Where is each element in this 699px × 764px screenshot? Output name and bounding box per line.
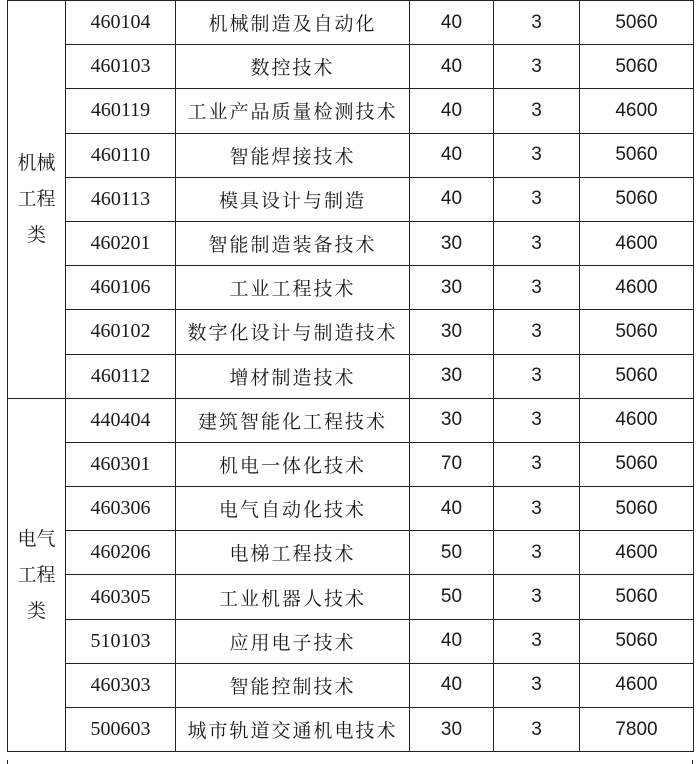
tuition-fee-cell: 5060 (580, 133, 694, 177)
table-row (8, 133, 694, 177)
duration-years-cell: 3 (494, 266, 580, 310)
duration-years-cell: 3 (494, 221, 580, 265)
duration-years-cell: 3 (494, 1, 580, 45)
enrollment-cell: 30 (410, 221, 494, 265)
enrollment-cell: 30 (410, 354, 494, 398)
program-table (7, 0, 694, 752)
program-name-cell: 数控技术 (176, 45, 410, 89)
category-cell (8, 1, 66, 399)
program-name-cell: 机电一体化技术 (176, 442, 410, 486)
program-name-cell: 增材制造技术 (176, 354, 410, 398)
program-code-cell: 460301 (66, 442, 176, 486)
category-label-line: 电气 (17, 527, 56, 550)
enrollment-cell: 30 (410, 266, 494, 310)
table-row (8, 221, 694, 265)
tuition-fee-cell: 5060 (580, 177, 694, 221)
table-row (8, 89, 694, 133)
duration-years-cell: 3 (494, 487, 580, 531)
duration-years-cell: 3 (494, 531, 580, 575)
enrollment-cell: 40 (410, 177, 494, 221)
duration-years-cell: 3 (494, 442, 580, 486)
enrollment-cell: 30 (410, 708, 494, 752)
program-code-cell: 460119 (66, 89, 176, 133)
category-label-line: 工程 (17, 563, 56, 586)
tuition-fee-cell: 4600 (580, 266, 694, 310)
program-name-cell: 智能制造装备技术 (176, 221, 410, 265)
duration-years-cell: 3 (494, 619, 580, 663)
program-code-cell: 460104 (66, 1, 176, 45)
tuition-fee-cell: 5060 (580, 442, 694, 486)
enrollment-cell: 40 (410, 1, 494, 45)
enrollment-cell: 40 (410, 619, 494, 663)
enrollment-cell: 30 (410, 310, 494, 354)
table-row (8, 354, 694, 398)
table-row (8, 619, 694, 663)
duration-years-cell: 3 (494, 89, 580, 133)
duration-years-cell: 3 (494, 663, 580, 707)
program-name-cell: 电气自动化技术 (176, 487, 410, 531)
duration-years-cell: 3 (494, 310, 580, 354)
program-code-cell: 460106 (66, 266, 176, 310)
table-row (8, 1, 694, 45)
tuition-fee-cell: 4600 (580, 221, 694, 265)
table-row (8, 663, 694, 707)
program-name-cell: 建筑智能化工程技术 (176, 398, 410, 442)
table-row (8, 266, 694, 310)
table-row (8, 177, 694, 221)
tuition-fee-cell: 5060 (580, 1, 694, 45)
tuition-fee-cell: 5060 (580, 619, 694, 663)
program-name-cell: 数字化设计与制造技术 (176, 310, 410, 354)
program-name-cell: 工业机器人技术 (176, 575, 410, 619)
table-row (8, 442, 694, 486)
program-name-cell: 智能控制技术 (176, 663, 410, 707)
program-code-cell: 460201 (66, 221, 176, 265)
table-row (8, 487, 694, 531)
program-name-cell: 智能焊接技术 (176, 133, 410, 177)
program-name-cell: 应用电子技术 (176, 619, 410, 663)
program-name-cell: 工业产品质量检测技术 (176, 89, 410, 133)
tuition-fee-cell: 5060 (580, 487, 694, 531)
tuition-fee-cell: 5060 (580, 45, 694, 89)
tuition-fee-cell: 4600 (580, 531, 694, 575)
table-row (8, 708, 694, 752)
program-code-cell: 460306 (66, 487, 176, 531)
program-code-cell: 460103 (66, 45, 176, 89)
enrollment-cell: 40 (410, 663, 494, 707)
program-code-cell: 440404 (66, 398, 176, 442)
category-label-line: 工程 (17, 188, 56, 211)
enrollment-cell: 30 (410, 398, 494, 442)
duration-years-cell: 3 (494, 575, 580, 619)
tuition-fee-cell: 5060 (580, 354, 694, 398)
program-table-container (7, 0, 693, 752)
tuition-fee-cell: 7800 (580, 708, 694, 752)
table-row (8, 45, 694, 89)
tuition-fee-cell: 5060 (580, 575, 694, 619)
duration-years-cell: 3 (494, 45, 580, 89)
program-table-body (8, 1, 694, 752)
duration-years-cell: 3 (494, 354, 580, 398)
enrollment-cell: 40 (410, 45, 494, 89)
program-code-cell: 510103 (66, 619, 176, 663)
duration-years-cell: 3 (494, 133, 580, 177)
tuition-fee-cell: 5060 (580, 310, 694, 354)
program-name-cell: 机械制造及自动化 (176, 1, 410, 45)
category-label-line: 类 (26, 599, 46, 622)
category-label-line: 类 (26, 224, 46, 247)
tuition-fee-cell: 4600 (580, 89, 694, 133)
tuition-fee-cell: 4600 (580, 663, 694, 707)
duration-years-cell: 3 (494, 708, 580, 752)
category-label-line: 机械 (17, 152, 56, 175)
program-name-cell: 工业工程技术 (176, 266, 410, 310)
program-code-cell: 460206 (66, 531, 176, 575)
program-name-cell: 电梯工程技术 (176, 531, 410, 575)
tuition-fee-cell: 4600 (580, 398, 694, 442)
table-row (8, 531, 694, 575)
table-row (8, 575, 694, 619)
program-code-cell: 460113 (66, 177, 176, 221)
enrollment-cell: 50 (410, 531, 494, 575)
program-name-cell: 城市轨道交通机电技术 (176, 708, 410, 752)
duration-years-cell: 3 (494, 177, 580, 221)
program-code-cell: 460102 (66, 310, 176, 354)
program-code-cell: 500603 (66, 708, 176, 752)
program-name-cell: 模具设计与制造 (176, 177, 410, 221)
enrollment-cell: 40 (410, 487, 494, 531)
enrollment-cell: 40 (410, 89, 494, 133)
table-continuation-edge (7, 760, 693, 764)
enrollment-cell: 40 (410, 133, 494, 177)
program-code-cell: 460305 (66, 575, 176, 619)
duration-years-cell: 3 (494, 398, 580, 442)
program-code-cell: 460303 (66, 663, 176, 707)
table-row (8, 310, 694, 354)
table-row (8, 398, 694, 442)
enrollment-cell: 50 (410, 575, 494, 619)
program-code-cell: 460112 (66, 354, 176, 398)
category-cell (8, 398, 66, 752)
enrollment-cell: 70 (410, 442, 494, 486)
program-code-cell: 460110 (66, 133, 176, 177)
